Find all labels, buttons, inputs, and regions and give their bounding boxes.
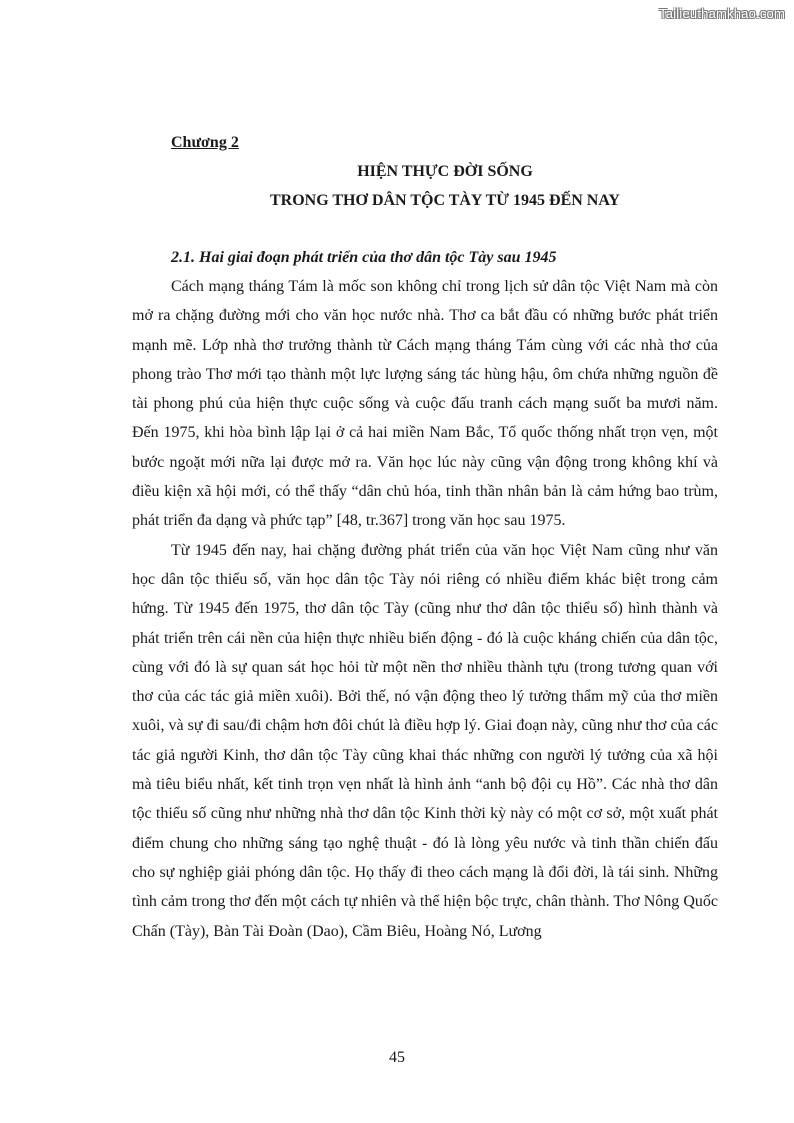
paragraph-1: Cách mạng tháng Tám là mốc son không chỉ trong lịch sử dân tộc Việt Nam mà còn mở ra chặng đường mới cho văn học nước nhà. Thơ ca bắt đầu có những bước phát triển mạnh mẽ. Lớp nhà thơ trưởng thành từ Cách mạng tháng Tám cùng với các nhà thơ của phong trào Thơ mới tạo thành một lực lượng sáng tác hùng hậu, ôm chứa những nguồn đề tài phong phú của hiện thực cuộc sống và cuộc đấu tranh cách mạng suốt ba mươi năm. Đến 1975, khi hòa bình lập lại ở cả hai miền Nam Bắc, Tổ quốc thống nhất trọn vẹn, một bước ngoặt mới nữa lại được mở ra. Văn học lúc này cũng vận động trong không khí và điều kiện xã hội mới, có thể thấy “dân chủ hóa, tinh thần nhân bản là cảm hứng bao trùm, phát triển đa dạng và phức tạp” [48, tr.367] trong văn học sau 1975. (132, 278, 718, 530)
chapter-label: Chương 2 (171, 134, 239, 151)
section-heading: 2.1. Hai giai đoạn phát triển của thơ dân tộc Tày sau 1945 (171, 249, 557, 266)
watermark-text: Tailieuthamkhao.com (659, 6, 785, 21)
body-text (132, 272, 718, 946)
page-number: 45 (389, 1049, 405, 1066)
chapter-title-line-1: HIỆN THỰC ĐỜI SỐNG (357, 163, 533, 180)
chapter-title-line-2: TRONG THƠ DÂN TỘC TÀY TỪ 1945 ĐẾN NAY (270, 192, 620, 209)
paragraph-2: Từ 1945 đến nay, hai chặng đường phát triển của văn học Việt Nam cũng như văn học dân tộc thiểu số, văn học dân tộc Tày nói riêng có nhiều điểm khác biệt trong cảm hứng. Từ 1945 đến 1975, thơ dân tộc Tày (cũng như thơ dân tộc thiểu số) hình thành và phát triển trên cái nền của hiện thực nhiều biến động - đó là cuộc kháng chiến của dân tộc, cùng với đó là sự quan sát học hỏi từ một nền thơ nhiều thành tựu (trong tương quan với thơ của các tác giả miền xuôi). Bởi thế, nó vận động theo lý tưởng thẩm mỹ của thơ miền xuôi, và sự đi sau/đi chậm hơn đôi chút là điều hợp lý. Giai đoạn này, cũng như thơ của các tác giả người Kinh, thơ dân tộc Tày cũng khai thác những con người lý tưởng của xã hội mà tiêu biểu nhất, kết tinh trọn vẹn nhất là hình ảnh “anh bộ đội cụ Hồ”. Các nhà thơ dân tộc thiểu số cũng như những nhà thơ dân tộc Kinh thời kỳ này có một cơ sở, một xuất phát điểm chung cho những sáng tạo nghệ thuật - đó là lòng yêu nước và tinh thần chiến đấu cho sự nghiệp giải phóng dân tộc. Họ thấy đi theo cách mạng là đổi đời, là tái sinh. Những tình cảm trong thơ đến một cách tự nhiên và thể hiện bộc trực, chân thành. Thơ Nông Quốc Chấn (Tày), Bàn Tài Đoàn (Dao), Cầm Biêu, Hoàng Nó, Lương (132, 541, 718, 940)
